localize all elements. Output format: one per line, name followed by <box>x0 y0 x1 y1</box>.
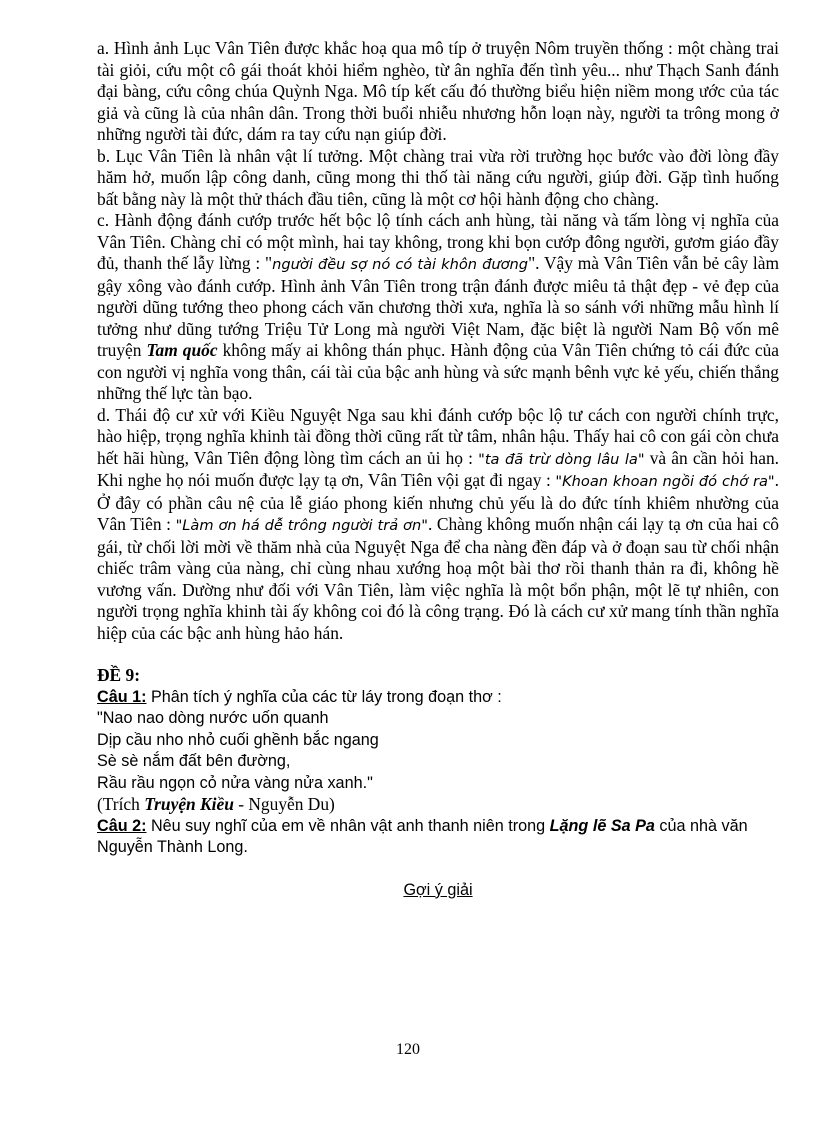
hint-heading: Gợi ý giải <box>403 880 473 899</box>
page-number: 120 <box>396 1041 420 1058</box>
citation-title: Truyện Kiều <box>144 794 234 814</box>
paragraph-b <box>97 146 779 211</box>
paragraph-c-book-title: Tam quốc <box>146 340 218 360</box>
citation-text: - Nguyễn Du) <box>233 794 335 814</box>
poem-line: Sè sè nắm đất bên đường, <box>97 752 291 770</box>
citation-text: (Trích <box>97 794 145 814</box>
paragraph-d <box>97 405 779 645</box>
poem <box>97 708 779 794</box>
question-1-label: Câu 1: <box>97 687 147 706</box>
exam-heading: ĐỀ 9: <box>97 665 140 685</box>
paragraph-c-text: c. Hành động đánh cướp trước hết bộc lộ tính cách anh hùng, tài năng và tấm lòng vị nghĩa của Vân Tiên. Chàng chỉ có một mình, hai tay không, trong khi bọn cướp đông người, gươm giáo đầy đủ, thanh thế lẫy lừng : " <box>97 210 779 273</box>
paragraph-c <box>97 210 779 405</box>
paragraph-d-text: . Ở đây có phần câu nệ của lễ giáo phong kiến nhưng chủ yếu là do đức tính khiêm nhường của Vân Tiên : <box>97 470 780 534</box>
paragraph-b-text: b. Lục Vân Tiên là nhân vật lí tưởng. Một chàng trai vừa rời trường học bước vào đời lòng đầy hăm hở, muốn lập công danh, cũng mong thi thố tài năng cứu người, giúp đời. Gặp tình huống bất bằng này là một thử thách đầu tiên, cũng là một cơ hội hành động cho chàng. <box>97 145 779 209</box>
spacer <box>97 859 779 880</box>
paragraph-d-quote: "Khoan khoan ngồi đó chớ ra" <box>555 473 775 490</box>
poem-line: Rầu rầu ngọn cỏ nửa vàng nửa xanh." <box>97 773 373 792</box>
paragraph-c-text: không mấy ai không thán phục. Hành động của Vân Tiên chứng tỏ cái đức của con người vị nghĩa vong thân, cái tài của bậc anh hùng và sức mạnh bênh vực kẻ yếu, chiến thắng những thế lực tàn bạo. <box>97 340 779 403</box>
paragraph-c-quote: người đều sợ nó có tài khôn đương <box>272 256 529 273</box>
paragraph-d-text: d. Thái độ cư xử với Kiều Nguyệt Nga sau khi đánh cướp bộc lộ tư cách con người chính trực, hào hiệp, trọng nghĩa khinh tài đồng thời cũng rất từ tâm, nhân hậu. Thấy hai cô con gái còn chưa hết hãi hùng, Vân Tiên động lòng tìm cách an ủi họ : <box>97 404 779 468</box>
paragraph-d-quote: "ta đã trừ dòng lâu la" <box>478 450 645 468</box>
paragraph-d-quote: "Làm ơn há dễ trông người trả ơn" <box>175 517 428 534</box>
paragraph-a-text: a. Hình ảnh Lục Vân Tiên được khắc hoạ qua mô típ ở truyện Nôm truyền thống : một chàng trai tài giỏi, cứu một cô gái thoát khỏi hiểm nghèo, từ ân nghĩa đến tình yêu... như Thạch Sanh đánh đại bàng, cứu công chúa Quỳnh Nga. Mô típ kết cấu đó thường biểu hiện niềm mong ước của tác giả và cũng là của nhân dân. Trong thời buổi nhiễu nhương hỗn loạn này, người ta trông mong ở những người tài đức, dám ra tay cứu nạn giúp đời. <box>97 38 779 144</box>
paragraph-a <box>97 38 779 146</box>
poem-citation <box>97 794 779 816</box>
poem-line: "Nao nao dòng nước uốn quanh <box>97 709 329 727</box>
question-1 <box>97 687 779 709</box>
question-2-label: Câu 2: <box>97 816 147 835</box>
paragraph-d-text: và ân cần hỏi han. Khi nghe họ nói muốn được lạy tạ ơn, Vân Tiên vội gạt đi ngay : <box>97 447 779 490</box>
question-2-text: Nêu suy nghĩ của em về nhân vật anh thanh niên trong <box>146 816 550 835</box>
paragraph-c-text: ". Vậy mà Vân Tiên vẫn bẻ cây làm gậy xông vào đánh cướp. Hình ảnh Vân Tiên trong trận đánh được miêu tả thật đẹp - vẻ đẹp của người dũng tướng theo phong cách văn chương thời xưa, nghĩa là so sánh với những mẫu hình lí tưởng như dũng tướng Triệu Tử Long mà người Việt Nam, đặc biệt là người Nam Bộ vốn mê truyện <box>97 253 779 360</box>
question-1-text: Phân tích ý nghĩa của các từ láy trong đoạn thơ : <box>146 687 502 706</box>
question-2 <box>97 816 779 859</box>
paragraph-d-text: . Chàng không muốn nhận cái lạy tạ ơn của hai cô gái, từ chối lời mời về thăm nhà của Nguyệt Nga để cha nàng đền đáp và ở đoạn sau từ chối nhận chiếc trâm vàng của nàng, chỉ cùng nhau xướng hoạ một bài thơ rồi thanh thản ra đi, không hề vương vấn. Dường như đối với Vân Tiên, làm việc nghĩa là một bổn phận, một lẽ tự nhiên, con người trọng nghĩa khinh tài ấy không coi đó là công trạng. Đó là cách cư xử mang tính thần nghĩa hiệp của các bậc anh hùng hảo hán. <box>97 514 779 643</box>
poem-line: Dịp cầu nho nhỏ cuối ghềnh bắc ngang <box>97 730 379 749</box>
question-2-title: Lặng lẽ Sa Pa <box>549 816 655 835</box>
document-page <box>97 38 779 901</box>
question-2-text: của nhà văn Nguyễn Thành Long. <box>97 816 748 856</box>
spacer <box>97 644 779 665</box>
